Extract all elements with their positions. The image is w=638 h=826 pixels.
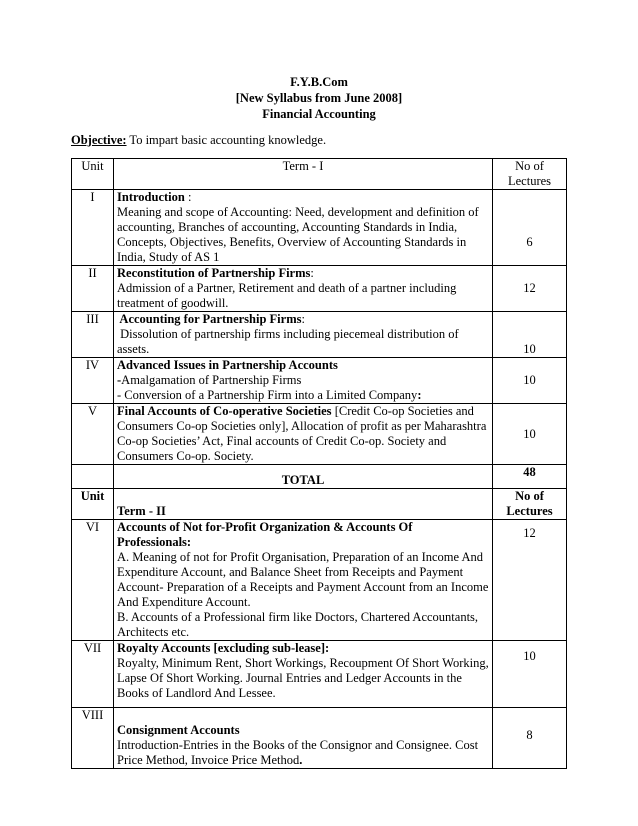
term1-header-row bbox=[72, 159, 567, 190]
unit-topic: -Amalgamation of Partnership Firms bbox=[117, 373, 302, 387]
syllabus-table bbox=[71, 158, 567, 769]
table-row bbox=[72, 520, 567, 641]
term2-unit-header: Unit bbox=[72, 489, 114, 520]
unit-number: VI bbox=[72, 520, 114, 641]
unit-description: Royalty, Minimum Rent, Short Workings, Recoupment Of Short Working, Lapse Of Short Working. Journal Entries and Ledger Accounts in the Books of Landlord And Lessee. bbox=[117, 656, 489, 700]
unit-description: Admission of a Partner, Retirement and death of a partner including treatment of goodwill. bbox=[117, 281, 457, 310]
unit-description: A. Meaning of not for Profit Organisation, Preparation of an Income And Expenditure Account, and Balance Sheet from Receipts and Payment Account- Preparation of a Receipts and Payment Account from an Income And Expenditure Account. bbox=[117, 550, 489, 609]
unit-title: Accounts of Not for-Profit Organization & Accounts Of Professionals: bbox=[117, 520, 413, 549]
unit-number: V bbox=[72, 404, 114, 465]
lecture-count: 10 bbox=[493, 404, 567, 465]
objective-text: To impart basic accounting knowledge. bbox=[126, 133, 327, 147]
objective bbox=[71, 133, 326, 148]
table-row bbox=[72, 708, 567, 769]
lecture-count: 6 bbox=[493, 190, 567, 266]
course-title: F.Y.B.Com bbox=[290, 75, 348, 89]
syllabus-note: [New Syllabus from June 2008] bbox=[235, 91, 403, 105]
unit-number: VII bbox=[72, 641, 114, 708]
subject-title: Financial Accounting bbox=[262, 107, 376, 121]
unit-number: I bbox=[72, 190, 114, 266]
document-header bbox=[0, 74, 638, 122]
unit-topic: - Conversion of a Partnership Firm into a Limited Company: bbox=[117, 388, 422, 402]
unit-description: Meaning and scope of Accounting: Need, development and definition of accounting, Branches of accounting, Accounting Standards in India, Concepts, Objectives, Benefits, Overview of Accounting Standards in India, Study of AS 1 bbox=[117, 205, 479, 264]
unit-title: Introduction bbox=[117, 190, 185, 204]
unit-description: Dissolution of partnership firms including piecemeal distribution of assets. bbox=[117, 327, 462, 356]
unit-description: Introduction-Entries in the Books of the Consignor and Consignee. Cost Price Method, Invoice Price Method. bbox=[117, 738, 479, 767]
unit-content bbox=[114, 404, 493, 465]
unit-content: Reconstitution of Partnership Firms: Admission of a Partner, Retirement and death of a partner including treatment of goodwill. bbox=[114, 266, 493, 312]
total-row bbox=[72, 465, 567, 489]
unit-description: B. Accounts of a Professional firm like Doctors, Chartered Accountants, Architects etc. bbox=[117, 610, 479, 639]
table-row bbox=[72, 358, 567, 404]
term2-lectures-header: No of Lectures bbox=[493, 489, 567, 520]
objective-label: Objective: bbox=[71, 133, 127, 147]
table-row bbox=[72, 641, 567, 708]
lecture-count: 12 bbox=[493, 520, 567, 641]
lecture-count: 12 bbox=[493, 266, 567, 312]
unit-content bbox=[114, 520, 493, 641]
unit-title: Reconstitution of Partnership Firms bbox=[117, 266, 311, 280]
total-label: TOTAL bbox=[114, 465, 493, 489]
lecture-count: 10 bbox=[493, 641, 567, 708]
term1-lectures-header: No of Lectures bbox=[493, 159, 567, 190]
table-row bbox=[72, 190, 567, 266]
table-row bbox=[72, 312, 567, 358]
lecture-count: 8 bbox=[493, 708, 567, 769]
unit-content bbox=[114, 708, 493, 769]
unit-number: VIII bbox=[72, 708, 114, 769]
unit-content: Introduction : Meaning and scope of Accounting: Need, development and definition of accounting, Branches of accounting, Accounting Standards in India, Concepts, Objectives, Benefits, Overview of Accounting Standards in India, Study of AS 1 bbox=[114, 190, 493, 266]
unit-title: Final Accounts of Co-operative Societies bbox=[117, 404, 332, 418]
term1-unit-header: Unit bbox=[72, 159, 114, 190]
unit-content: Accounting for Partnership Firms: Dissolution of partnership firms including piecemeal distribution of assets. bbox=[114, 312, 493, 358]
unit-number: III bbox=[72, 312, 114, 358]
unit-number: II bbox=[72, 266, 114, 312]
unit-title: Royalty Accounts [excluding sub-lease]: bbox=[117, 641, 330, 655]
term2-header-row bbox=[72, 489, 567, 520]
unit-title: Accounting for Partnership Firms bbox=[117, 312, 302, 326]
unit-content bbox=[114, 358, 493, 404]
table-row bbox=[72, 266, 567, 312]
lecture-count: 10 bbox=[493, 358, 567, 404]
unit-title: Consignment Accounts bbox=[117, 723, 240, 737]
term2-term-header: Term - II bbox=[114, 489, 493, 520]
lecture-count: 10 bbox=[493, 312, 567, 358]
unit-number: IV bbox=[72, 358, 114, 404]
unit-content bbox=[114, 641, 493, 708]
table-row bbox=[72, 404, 567, 465]
total-lectures: 48 bbox=[493, 465, 567, 489]
term1-term-header: Term - I bbox=[114, 159, 493, 190]
unit-title: Advanced Issues in Partnership Accounts bbox=[117, 358, 338, 372]
unit-description: [Credit Co-op Societies and Consumers Co-op Societies only], Allocation of profit as per Maharashtra Co-op Societies’ Act, Final accounts of Credit Co-op. Society and Consumers Co-op. Society. bbox=[117, 404, 487, 463]
